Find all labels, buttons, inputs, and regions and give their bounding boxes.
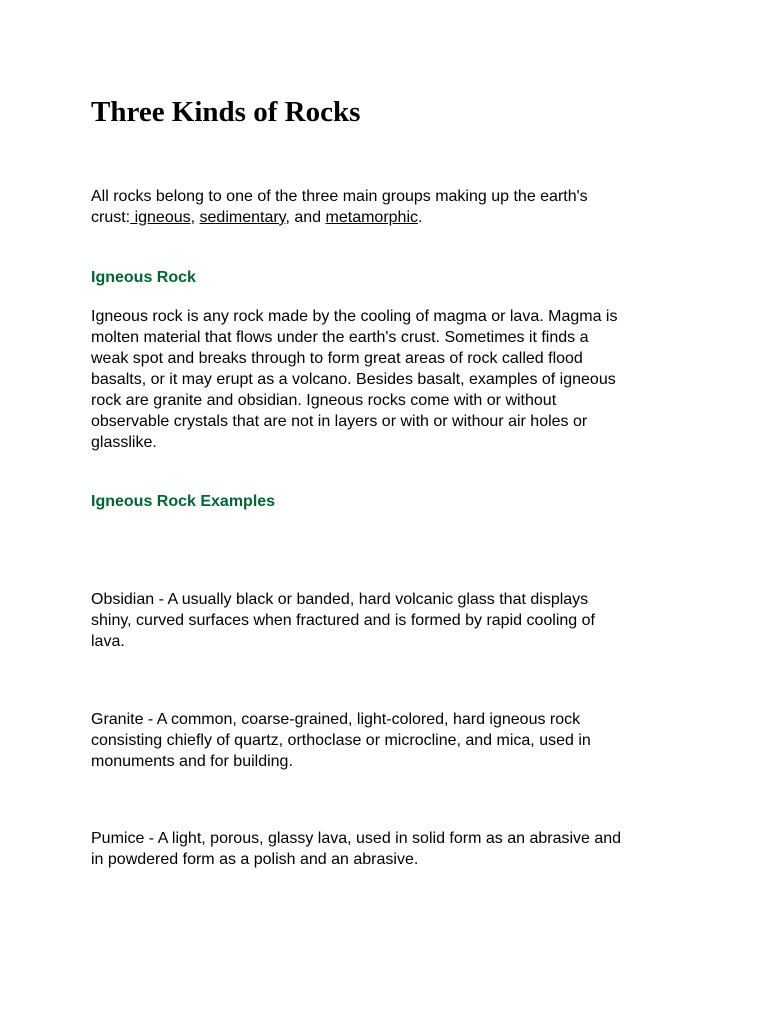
paragraph-line: Obsidian - A usually black or banded, hard volcanic glass that displays — [91, 591, 589, 608]
section-heading-igneous-rock: Igneous Rock — [91, 269, 196, 286]
paragraph-line: glasslike. — [91, 434, 157, 451]
intro-prefix: crust: — [91, 209, 131, 226]
intro-line: All rocks belong to one of the three main groups making up the earth's — [91, 188, 588, 205]
paragraph-line: Granite - A common, coarse-grained, light-colored, hard igneous rock — [91, 711, 581, 728]
metamorphic-link[interactable]: metamorphic — [325, 209, 418, 226]
paragraph-line: Igneous rock is any rock made by the cooling of magma or lava. Magma is — [91, 308, 618, 325]
paragraph-line: rock are granite and obsidian. Igneous rocks come with or without — [91, 392, 557, 409]
paragraph-line: weak spot and breaks through to form great areas of rock called flood — [91, 350, 583, 367]
paragraph-line: observable crystals that are not in layers or with or withour air holes or — [91, 413, 588, 430]
example-pumice — [91, 828, 691, 870]
separator: , and — [285, 209, 326, 226]
igneous-link[interactable]: igneous — [130, 209, 191, 226]
igneous-rock-paragraph — [91, 306, 691, 453]
intro-line-with-links — [91, 207, 691, 228]
page-title: Three Kinds of Rocks — [91, 96, 361, 128]
paragraph-line: molten material that flows under the earth's crust. Sometimes it finds a — [91, 329, 589, 346]
paragraph-line: in powdered form as a polish and an abrasive. — [91, 851, 419, 868]
paragraph-line: monuments and for building. — [91, 753, 293, 770]
paragraph-line: consisting chiefly of quartz, orthoclase or microcline, and mica, used in — [91, 732, 591, 749]
intro-suffix: . — [418, 209, 423, 226]
intro-paragraph — [91, 186, 691, 228]
example-granite — [91, 709, 691, 772]
paragraph-line: Pumice - A light, porous, glassy lava, used in solid form as an abrasive and — [91, 830, 622, 847]
separator: , — [190, 209, 200, 226]
example-obsidian — [91, 589, 691, 652]
paragraph-line: basalts, or it may erupt as a volcano. Besides basalt, examples of igneous — [91, 371, 616, 388]
sedimentary-link[interactable]: sedimentary — [199, 209, 286, 226]
section-heading-igneous-rock-examples: Igneous Rock Examples — [91, 493, 276, 510]
paragraph-line: lava. — [91, 633, 125, 650]
paragraph-line: shiny, curved surfaces when fractured and is formed by rapid cooling of — [91, 612, 595, 629]
